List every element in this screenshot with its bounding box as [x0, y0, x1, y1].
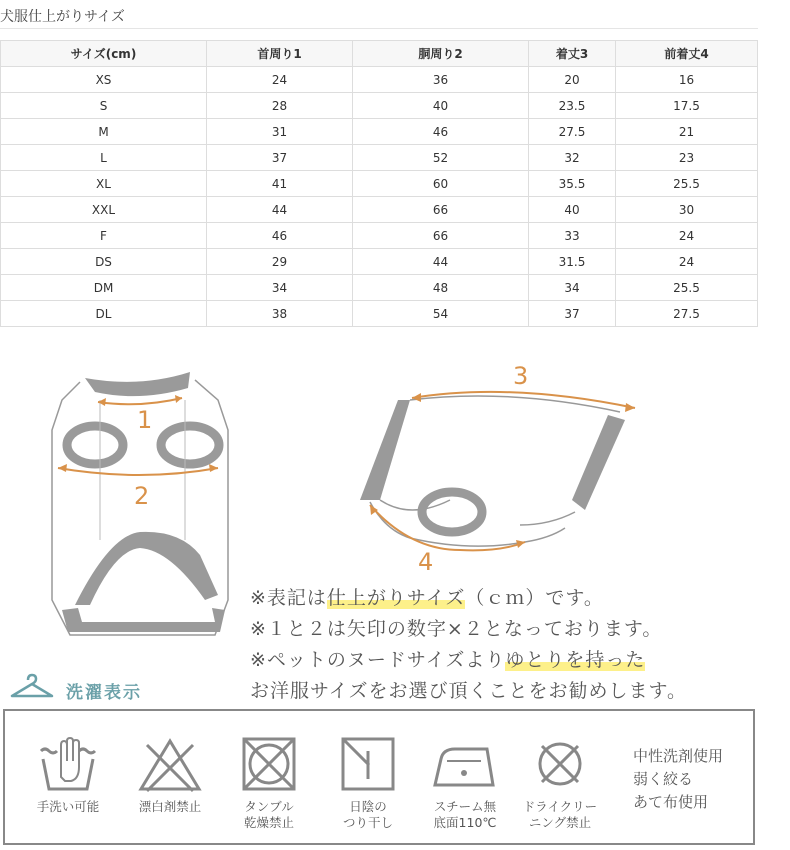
cell-neck: 28: [207, 93, 353, 119]
care-item-steam-iron: [420, 737, 510, 831]
cell-length: 23.5: [529, 93, 616, 119]
measure-label-2: 2: [134, 482, 150, 510]
cell-length: 40: [529, 197, 616, 223]
header-size: サイズ(cm): [1, 41, 207, 67]
table-row: [1, 119, 758, 145]
note-line-2: ※１と２は矢印の数字×２となっております。: [250, 618, 663, 640]
header-chest: 胴周り2: [353, 41, 529, 67]
cell-front-length: 25.5: [616, 171, 758, 197]
cell-neck: 38: [207, 301, 353, 327]
cell-neck: 44: [207, 197, 353, 223]
care-item-hand-wash: [23, 737, 113, 815]
wash-title: 洗濯表示: [66, 683, 142, 703]
table-row: [1, 275, 758, 301]
size-table: [0, 40, 758, 327]
care-item-no-tumble: [224, 737, 314, 831]
cell-neck: 31: [207, 119, 353, 145]
cell-size: F: [1, 223, 207, 249]
cell-neck: 46: [207, 223, 353, 249]
cell-chest: 48: [353, 275, 529, 301]
note-highlight: 仕上がりサイズ: [326, 587, 466, 609]
cell-chest: 52: [353, 145, 529, 171]
cell-length: 27.5: [529, 119, 616, 145]
care-label-box: [3, 709, 755, 845]
cell-size: S: [1, 93, 207, 119]
cell-front-length: 21: [616, 119, 758, 145]
care-label-text: 漂白剤禁止: [138, 799, 202, 814]
hand-wash-icon: [37, 737, 99, 793]
cell-size: XS: [1, 67, 207, 93]
cell-chest: 46: [353, 119, 529, 145]
note-text: ※ペットのヌードサイズより: [250, 649, 506, 671]
cell-length: 31.5: [529, 249, 616, 275]
care-label-text: スチーム無 底面110℃: [433, 799, 497, 830]
title-divider: [0, 28, 758, 29]
cell-size: DL: [1, 301, 207, 327]
cell-size: XL: [1, 171, 207, 197]
table-row: [1, 223, 758, 249]
table-row: [1, 171, 758, 197]
cell-chest: 36: [353, 67, 529, 93]
care-label-text: 手洗い可能: [36, 799, 100, 814]
measure-label-4: 4: [418, 548, 434, 575]
cell-front-length: 25.5: [616, 275, 758, 301]
care-item-no-dry-clean: [515, 737, 605, 831]
cell-front-length: 23: [616, 145, 758, 171]
cell-size: L: [1, 145, 207, 171]
cell-front-length: 24: [616, 249, 758, 275]
cell-neck: 34: [207, 275, 353, 301]
cell-chest: 54: [353, 301, 529, 327]
cell-neck: 24: [207, 67, 353, 93]
cell-length: 37: [529, 301, 616, 327]
cell-chest: 40: [353, 93, 529, 119]
steam-iron-icon: [429, 737, 501, 793]
cell-length: 35.5: [529, 171, 616, 197]
cell-length: 20: [529, 67, 616, 93]
header-length: 着丈3: [529, 41, 616, 67]
table-row: [1, 197, 758, 223]
care-label-text: タンブル 乾燥禁止: [243, 799, 294, 830]
line-dry-shade-icon: [337, 737, 399, 793]
note-highlight: ゆとりを持った: [505, 649, 646, 671]
table-row: [1, 145, 758, 171]
cell-front-length: 16: [616, 67, 758, 93]
cell-chest: 66: [353, 197, 529, 223]
note-line-1: [250, 583, 604, 610]
cell-chest: 44: [353, 249, 529, 275]
table-row: [1, 301, 758, 327]
cell-length: 34: [529, 275, 616, 301]
note-text: ※表記は: [250, 587, 327, 609]
cell-size: M: [1, 119, 207, 145]
care-extra-notes: 中性洗剤使用 弱く絞る あて布使用: [633, 747, 724, 811]
note-text: （ｃｍ）です。: [465, 587, 604, 609]
note-line-3: [250, 645, 645, 672]
no-bleach-icon: [137, 737, 203, 793]
header-front-length: 前着丈4: [616, 41, 758, 67]
page-title: 犬服仕上がりサイズ: [0, 9, 125, 25]
table-row: [1, 93, 758, 119]
care-label-text: 日陰の つり干し: [342, 799, 393, 830]
care-item-line-dry: [323, 737, 413, 831]
header-neck: 首周り1: [207, 41, 353, 67]
cell-chest: 60: [353, 171, 529, 197]
cell-front-length: 27.5: [616, 301, 758, 327]
note-line-4: お洋服サイズをお選び頂くことをお勧めします。: [250, 680, 687, 702]
no-tumble-dry-icon: [238, 737, 300, 793]
cell-length: 32: [529, 145, 616, 171]
cell-size: DM: [1, 275, 207, 301]
cell-neck: 37: [207, 145, 353, 171]
table-header-row: [1, 41, 758, 67]
care-label-text: ドライクリー ニング禁止: [522, 799, 598, 830]
cell-neck: 41: [207, 171, 353, 197]
cell-neck: 29: [207, 249, 353, 275]
cell-chest: 66: [353, 223, 529, 249]
measure-label-1: 1: [137, 406, 153, 434]
table-row: [1, 67, 758, 93]
cell-front-length: 17.5: [616, 93, 758, 119]
cell-size: XXL: [1, 197, 207, 223]
table-row: [1, 249, 758, 275]
cell-front-length: 30: [616, 197, 758, 223]
measure-label-3: 3: [513, 362, 529, 390]
hanger-icon: [8, 672, 56, 702]
cell-size: DS: [1, 249, 207, 275]
garment-front-diagram: [40, 360, 250, 650]
cell-length: 33: [529, 223, 616, 249]
care-item-no-bleach: [125, 737, 215, 815]
no-dry-clean-icon: [529, 737, 591, 793]
cell-front-length: 24: [616, 223, 758, 249]
garment-side-diagram: [350, 360, 650, 575]
